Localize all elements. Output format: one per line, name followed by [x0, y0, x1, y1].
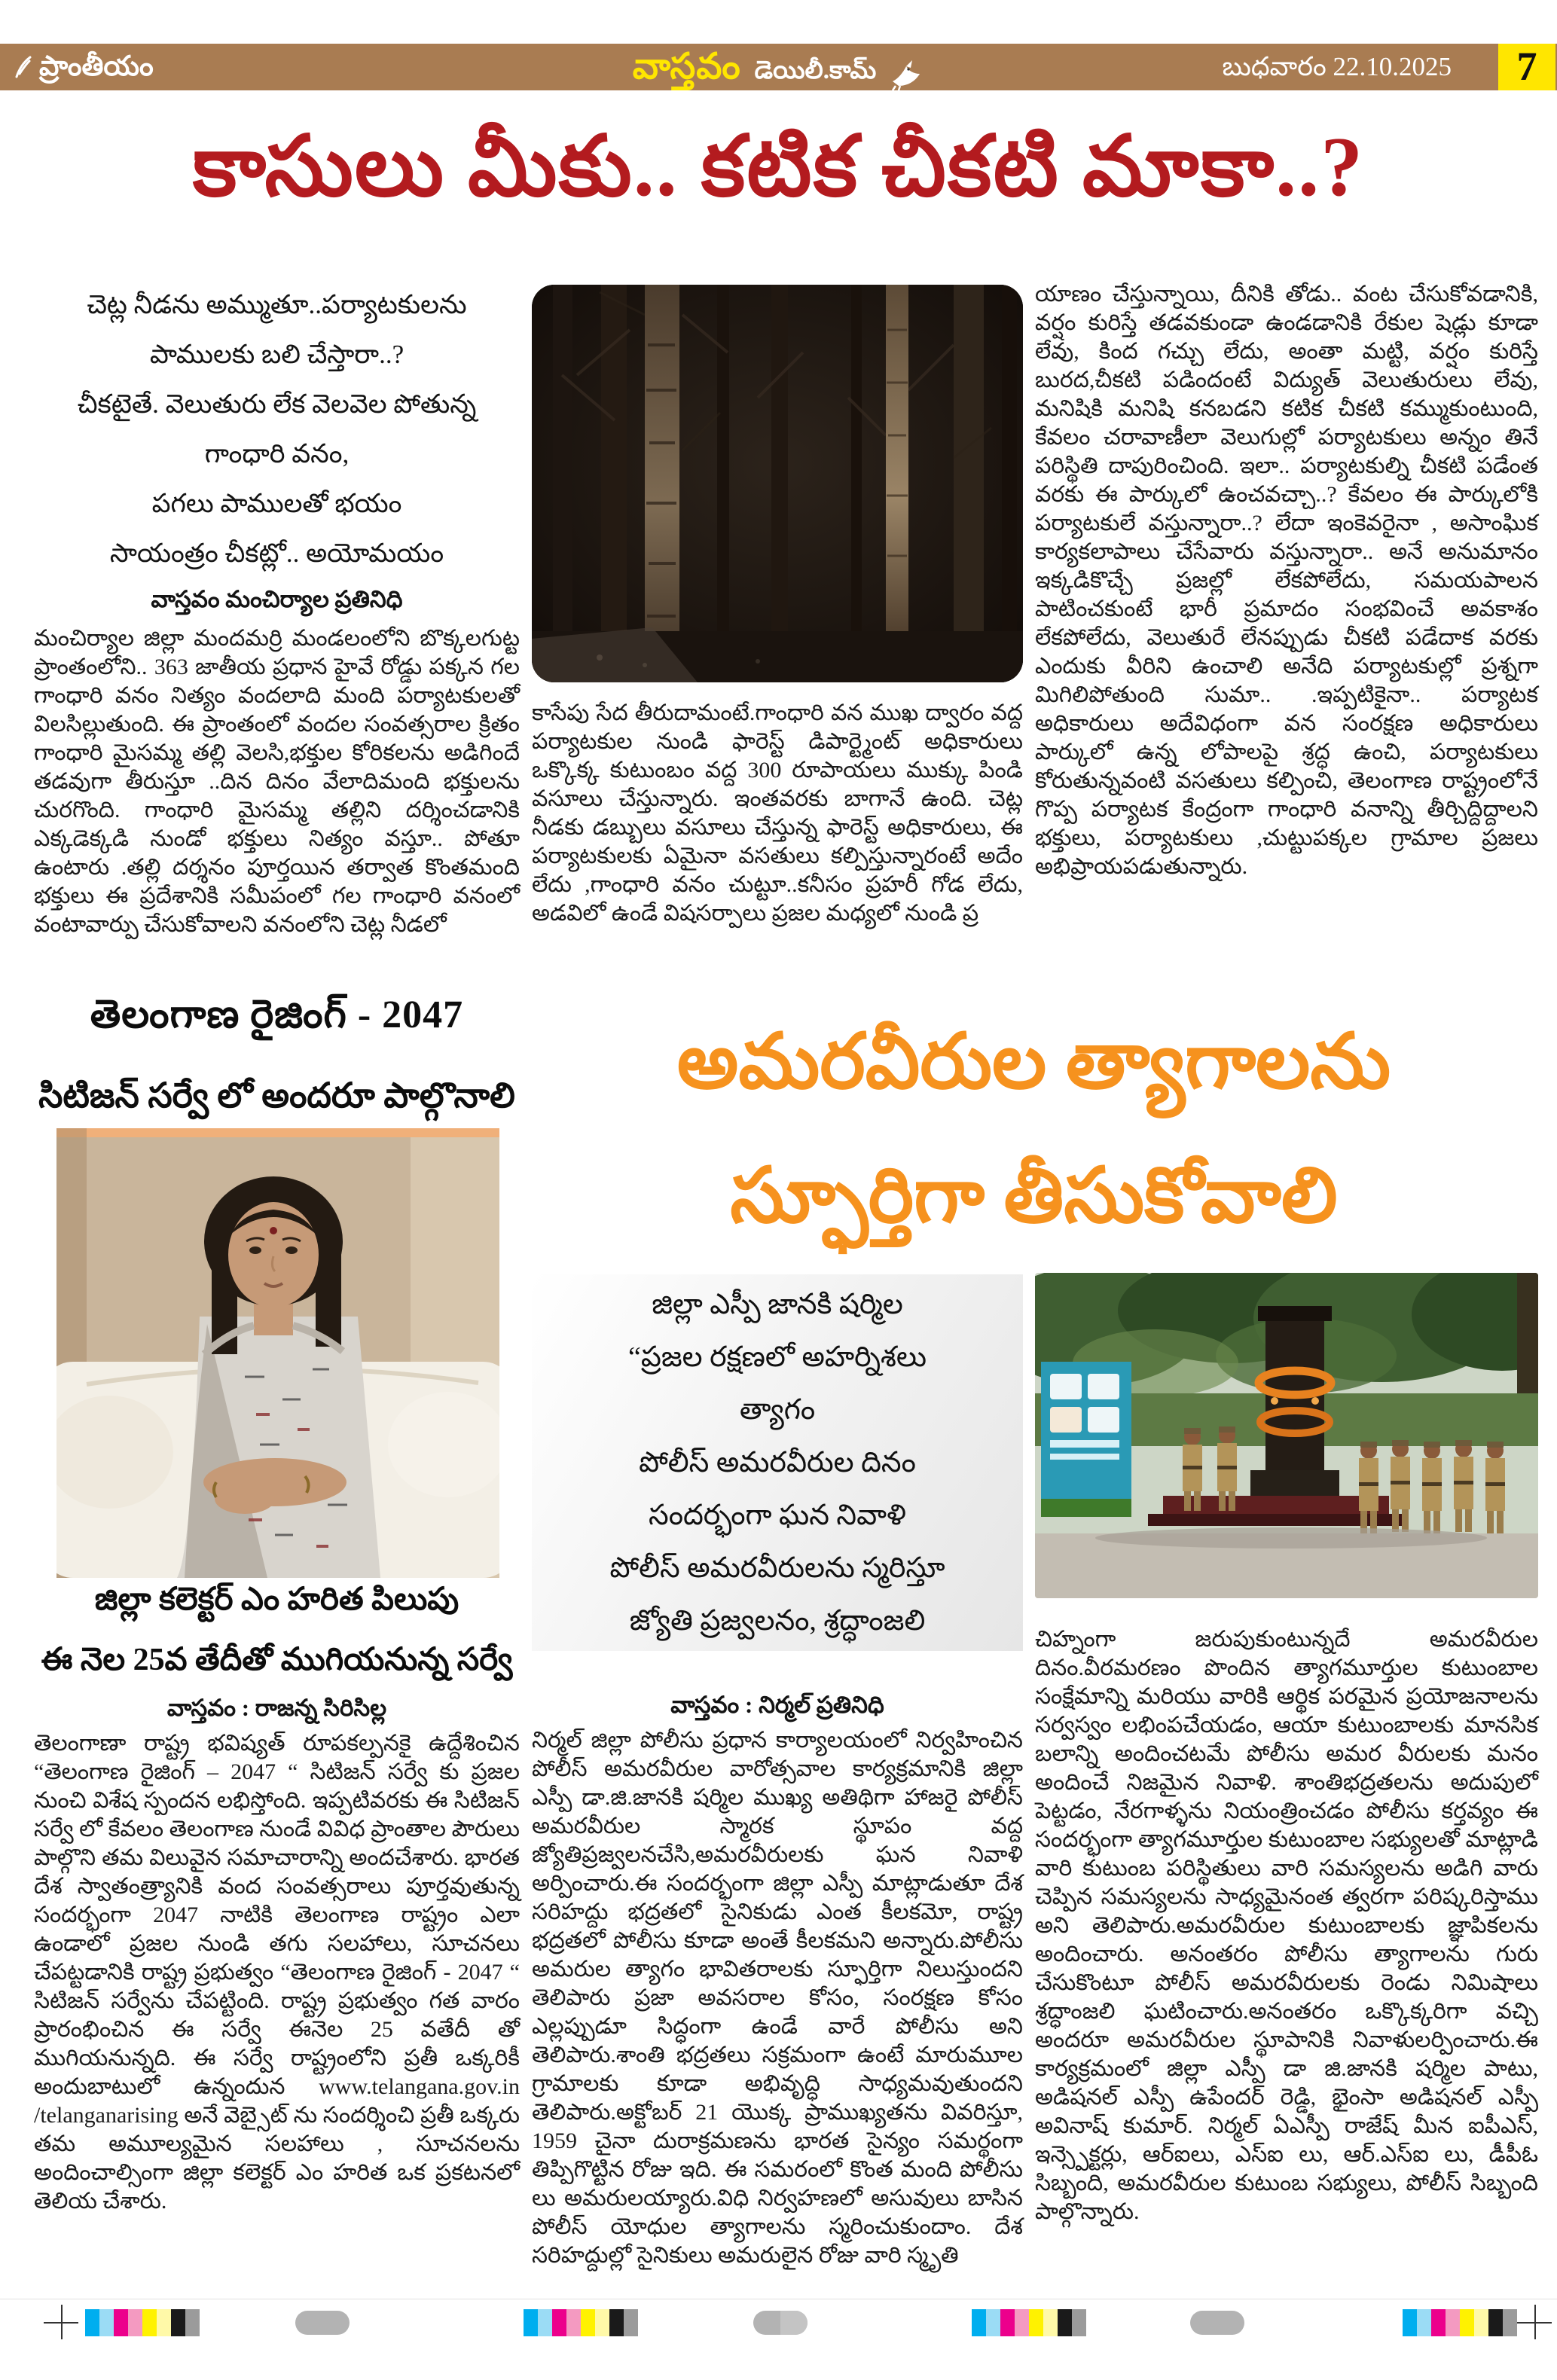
article2-headline-line1: తెలంగాణ రైజింగ్ - 2047	[90, 993, 464, 1036]
brand-name: వాస్తవం	[632, 47, 741, 87]
article2-byline: వాస్తవం : రాజన్న సిరిసిల్ల	[166, 1695, 387, 1721]
article3-headline	[527, 996, 1540, 1264]
article1-byline: వాస్తవం మంచిర్యాల ప్రతినిధి	[151, 586, 403, 612]
article1-body-col3: యాణం చేస్తున్నాయి, దీనికి తోడు.. వంట చేసుకోవడానికి, వర్షం కురిస్తే తడవకుండా ఉండడానికి రేకుల షెడ్లు కూడా లేవు, కింద గచ్చు లేదు, అంతా మట్టి, వర్షం కురిస్తే బురద,చీకటి పడిందంటే విద్యుత్ వెలుతురులు లేవు, మనిషికి మనిషి కనబడని కటిక చీకటి కమ్ముకుంటుంది, కేవలం చరావాణీలా వెలుగుల్లో పర్యాటకులు అన్నం తినే పరిస్థితి దాపురించింది. ఇలా.. పర్యాటకుల్ని చీకటి పడేంత వరకు ఈ పార్కులో ఉంచవచ్చా..? కేవలం ఈ పార్కులోకి పర్యాటకులే వస్తున్నారా..? లేదా ఇంకెవరైనా , అసాంఘిక కార్యకలాపాలు చేసేవారు వస్తున్నారా.. అనే అనుమానం ఇక్కడికొచ్చే ప్రజల్లో లేకపోలేదు, సమయపాలన పాటించకుంటే భారీ ప్రమాదం సంభవించే అవకాశం లేకపోలేదు, వెలుతురే లేనప్పుడు చీకటి పడేదాక వరకు ఎందుకు వీరిని ఉంచాలి అనేది పర్యాటకుల్లో ప్రశ్నగా మిగిలిపోతుంది సుమా.. .ఇప్పటికైనా.. పర్యాటక అధికారులు అదేవిధంగా వన సంరక్షణ అధికారులు పార్కులో ఉన్న లోపాలపై శ్రద్ధ ఉంచి, పర్యాటకులు కోరుతున్నవంటి వసతులు కల్పించి, తెలంగాణ రాష్ట్రంలోనే గొప్ప పర్యాటక కేంద్రంగా గాంధారి వనాన్ని తీర్చిద్దిద్దాలని భక్తులు, పర్యాటకులు ,చుట్టుపక్కల గ్రామాల ప్రజలు అభిప్రాయపడుతున్నారు.	[1035, 282, 1538, 879]
gray-capsule-mark	[753, 2311, 808, 2335]
article1-headline: కాసులు మీకు.. కటిక చీకటి మాకా..?	[192, 121, 1365, 214]
color-calibration-bar	[85, 2309, 200, 2336]
edition-date: బుధవారం 22.10.2025	[1222, 52, 1452, 81]
quote-line: జ్యోతి ప్రజ్వలనం, శ్రద్ధాంజలి	[629, 1605, 926, 1637]
article2-deck-line2: ఈ నెల 25వ తేదీతో ముగియనున్న సర్వే	[41, 1643, 513, 1677]
dove-icon	[888, 59, 924, 92]
page-number-badge: 7	[1498, 44, 1555, 90]
article1-column-middle	[532, 285, 1023, 928]
forest-photo	[532, 285, 1023, 682]
article1-column-right	[1035, 280, 1538, 881]
article2-headline-line2: సిటిజన్ సర్వే లో అందరూ పాల్గొనాలి	[38, 1076, 515, 1115]
article1-column-left	[34, 280, 520, 939]
stanza-line: చెట్ల నీడను అమ్ముతూ..పర్యాటకులను	[87, 290, 467, 319]
masthead-bar	[0, 44, 1557, 90]
article2-deck-line1: జిల్లా కలెక్టర్ ఎం హరిత పిలుపు	[94, 1582, 459, 1617]
article3-body-right: చిహ్నంగా జరుపుకుంటున్నదే అమరవీరుల దినం.వీరమరణం పొందిన త్యాగమూర్తుల కుటుంబాల సంక్షేమాన్ని మరియు వారికి ఆర్థిక పరమైన ప్రయోజనాలను సర్వస్వం లభింపచేయడం, ఆయా కుటుంబాలకు మానసిక బలాన్ని అందించటమే పోలీసు అమర వీరులకు మనం అందించే నిజమైన నివాళి. శాంతిభద్రతలను అదుపులో పెట్టడం, నేరగాళ్ళను నియంత్రించడం పోలీసు కర్తవ్యం ఈ సందర్భంగా త్యాగమూర్తుల కుటుంబాల సభ్యులతో మాట్లాడి వారి కుటుంబ పరిస్థితులు వారి సమస్యలను అడిగి వారు చెప్పిన సమస్యలను సాధ్యమైనంత త్వరగా పరిష్కరిస్తాము అని తెలిపారు.అమరవీరుల కుటుంబాలకు జ్ఞాపికలను అందించారు. అనంతరం పోలీసు త్యాగాలను గురు చేసుకొంటూ పోలీస్ అమరవీరులకు రెండు నిమిషాలు శ్రద్ధాంజలి ఘటించారు.అనంతరం ఒక్కొక్కరిగా వచ్చి అందరూ అమరవీరుల స్థూపానికి నివాళులర్పించారు.ఈ కార్యక్రమంలో జిల్లా ఎస్పీ డా జి.జానకి షర్మిల పాటు, అడిషనల్ ఎస్పీ ఉపేందర్ రెడ్డి, భైంసా అడిషనల్ ఎస్పీ అవినాష్ కుమార్. నిర్మల్ ఏఎస్పీ రాజేష్ మీన ఐపీఎస్, ఇన్స్పెక్టర్లు, ఆర్ఐలు, ఎస్ఐ లు, ఆర్.ఎస్ఐ లు, డీపీఓ సిబ్బంది, అమరవీరుల కుటుంబ సభ్యులు, పోలీస్ సిబ్బంది పాల్గొన్నారు.	[1035, 1627, 1538, 2224]
article3-byline: వాస్తవం : నిర్మల్ ప్రతినిధి	[670, 1692, 884, 1718]
article1-body-col2: కాసేపు సేద తీరుదామంటే.గాంధారి వన ముఖ ద్వారం వద్ద పర్యాటకుల నుండి ఫారెస్ట్ డిపార్ట్మెంట్ అధికారులు ఒక్కొక్క కుటుంబం వద్ద 300 రూపాయలు ముక్కు పిండి వసూలు చేస్తున్నారు. ఇంతవరకు బాగానే ఉంది. చెట్ల నీడకు డబ్బులు వసూలు చేస్తున్న ఫారెస్ట్ అధికారులు, ఈ పర్యాటకులకు ఏమైనా వసతులు కల్పిస్తున్నారంటే అదేం లేదు ,గాంధారి వనం చుట్టూ..కనీసం ప్రహరీ గోడ లేదు, అడవిలో ఉండే విషసర్పాలు ప్రజల మధ్యలో నుండి ప్ర	[532, 700, 1023, 926]
stanza-line: చీకటైతే. వెలుతురు లేక వెలవెల పోతున్న	[77, 389, 477, 419]
police-memorial-photo	[1035, 1273, 1538, 1598]
police-memorial-illustration	[1035, 1273, 1538, 1598]
quote-line: “ప్రజల రక్షణలో అహర్నిశలు	[627, 1341, 927, 1373]
article3-quote-panel	[532, 1274, 1023, 1651]
stanza-line: పగలు పాములతో భయం	[151, 489, 402, 518]
article2-body: తెలంగాణా రాష్ట్ర భవిష్యత్ రూపకల్పనకై ఉద్దేశించిన “తెలంగాణ రైజింగ్ – 2047 “ సిటిజన్ సర్వే కు ప్రజల నుంచి విశేష స్పందన లభిస్తోంది. ఇప్పటివరకు ఈ సిటిజన్ సర్వే లో కేవలం తెలంగాణ నుండే వివిధ ప్రాంతాల పౌరులు పాల్గొని తమ విలువైన సమాచారాన్ని అందచేశారు. భారత దేశ స్వాతంత్ర్యానికి వంద సంవత్సరాలు పూర్తవుతున్న సందర్భంగా 2047 నాటికి తెలంగాణ రాష్ట్రం ఎలా ఉండాలో ప్రజల నుండి తగు సలహాలు, సూచనలు చేపట్టడానికి రాష్ట్ర ప్రభుత్వం “తెలంగాణ రైజింగ్ - 2047 “ సిటిజన్ సర్వేను చేపట్టింది. రాష్ట్ర ప్రభుత్వం గత వారం ప్రారంభించిన ఈ సర్వే ఈనెల 25 వతేదీ తో ముగియనున్నది. ఈ సర్వే రాష్ట్రంలోని ప్రతీ ఒక్కరికీ అందుబాటులో ఉన్నందున www.telangana.gov.in /telanganarising అనే వెబ్సైట్ ను సందర్శించి ప్రతీ ఒక్కరు తమ అమూల్యమైన సలహాలు , సూచనలను అందించాల్సింగా జిల్లా కలెక్టర్ ఎం హరిత ఒక ప్రకటనలో తెలియ చేశారు.	[34, 1731, 520, 2214]
color-calibration-bar	[972, 2309, 1086, 2336]
gray-capsule-mark	[1190, 2311, 1244, 2335]
registration-crosshair-icon	[44, 2305, 78, 2339]
color-calibration-bar	[1403, 2309, 1517, 2336]
section-label: ప్రాంతీయం	[39, 51, 154, 82]
gray-capsule-mark	[295, 2311, 350, 2335]
quote-line: సందర్భంగా ఘన నివాళి	[649, 1500, 906, 1531]
forest-photo-illustration	[532, 285, 1023, 682]
stanza-line: పాములకు బలి చేస్తారా..?	[149, 340, 405, 369]
stanza-line: సాయంత్రం చీకట్లో.. అయోమయం	[109, 539, 444, 568]
collector-photo-illustration	[56, 1128, 499, 1578]
printer-marks	[0, 2305, 1557, 2339]
article3-headline-line2: స్ఫూర్తిగా తీసుకోవాలి	[730, 1154, 1338, 1239]
quote-line: త్యాగం	[739, 1394, 816, 1426]
article3-body-middle: నిర్మల్ జిల్లా పోలీసు ప్రధాన కార్యాలయంలో నిర్వహించిన పోలీస్ అమరవీరుల వారోత్సవాల కార్యక్రమానికి జిల్లా ఎస్పీ డా.జి.జానకి షర్మిల ముఖ్య అతిథిగా హాజరై పోలీస్ అమరవీరుల స్మారక స్థూపం వద్ద జ్యోతిప్రజ్వలనచేసి,అమరవీరులకు ఘన నివాళి అర్పించారు.ఈ సందర్భంగా జిల్లా ఎస్పీ మాట్లాడుతూ దేశ సరిహద్దు భద్రతలో సైనికుడు ఎంత కీలకమో, రాష్ట్ర భద్రతలో పోలీసు కూడా అంతే కీలకమని అన్నారు.పోలీసు అమరుల త్యాగం భావితరాలకు స్ఫూర్తిగా నిలుస్తుందని తెలిపారు ప్రజా అవసరాల కోసం, సంరక్షణ కోసం ఎల్లప్పుడూ సిద్ధంగా ఉండే వారే పోలీసు అని తెలిపారు.శాంతి భద్రతలు సక్రమంగా ఉంటే మారుమూల గ్రామాలకు కూడా అభివృద్ధి సాధ్యమవుతుందని తెలిపారు.అక్టోబర్ 21 యొక్క ప్రాముఖ్యతను వివరిస్తూ, 1959 చైనా దురాక్రమణను భారత సైన్యం సమర్థంగా తిప్పిగొట్టిన రోజు ఇది. ఈ సమరంలో కొంత మంది పోలీసు లు అమరులయ్యారు.విధి నిర్వహణలో అసువులు బాసిన పోలీస్ యోధుల త్యాగాలను స్మరించుకుందాం. దేశ సరిహద్దుల్లో సైనికులు అమరులైన రోజు వారి స్మృతి	[532, 1728, 1023, 2268]
article3-headline-line1: అమరవీరుల త్యాగాలను	[676, 1020, 1391, 1105]
article1-body-col1: మంచిర్యాల జిల్లా మందమర్రి మండలంలోని బొక్కలగుట్ట ప్రాంతంలోని.. 363 జాతీయ ప్రధాన హైవే రోడ్డు పక్కన గల గాంధారి వనం నిత్యం వందలాది మంది పర్యాటకులతో విలసిల్లుతుంది. ఈ ప్రాంతంలో వందల సంవత్సరాల క్రితం గాంధారి మైసమ్మ తల్లి వెలసి,భక్తుల కోరికలను అడిగిందే తడవుగా తీరుస్తూ ..దిన దినం వేలాదిమంది భక్తులను చురగొంది. గాంధారి మైసమ్మ తల్లిని దర్శించడానికి ఎక్కడెక్కడి నుండో భక్తులు నిత్యం వస్తూ.. పోతూ ఉంటారు .తల్లి దర్శనం పూర్తయిన తర్వాత కొంతమంది భక్తులు ఈ ప్రదేశానికి సమీపంలో గల గాంధారి వనంలో వంటావార్పు చేసుకోవాలని వనంలోని చెట్ల నీడలో	[34, 626, 520, 937]
article2-headline	[34, 993, 520, 1124]
article1-stanza	[34, 280, 520, 578]
stanza-line: గాంధారి వనం,	[204, 439, 350, 468]
quote-line: జిల్లా ఎస్పీ జానకి షర్మిల	[652, 1289, 903, 1320]
article2-deck	[34, 1582, 520, 1686]
registration-crosshair-icon	[1517, 2305, 1552, 2339]
quote-line: పోలీస్ అమరవీరులను స్మరిస్తూ	[609, 1552, 945, 1584]
color-calibration-bar	[524, 2309, 638, 2336]
quote-line: పోలీస్ అమరవీరుల దినం	[639, 1447, 916, 1478]
brand-suffix: డెయిలీ.కామ్	[754, 57, 877, 84]
collector-photo	[56, 1128, 499, 1578]
